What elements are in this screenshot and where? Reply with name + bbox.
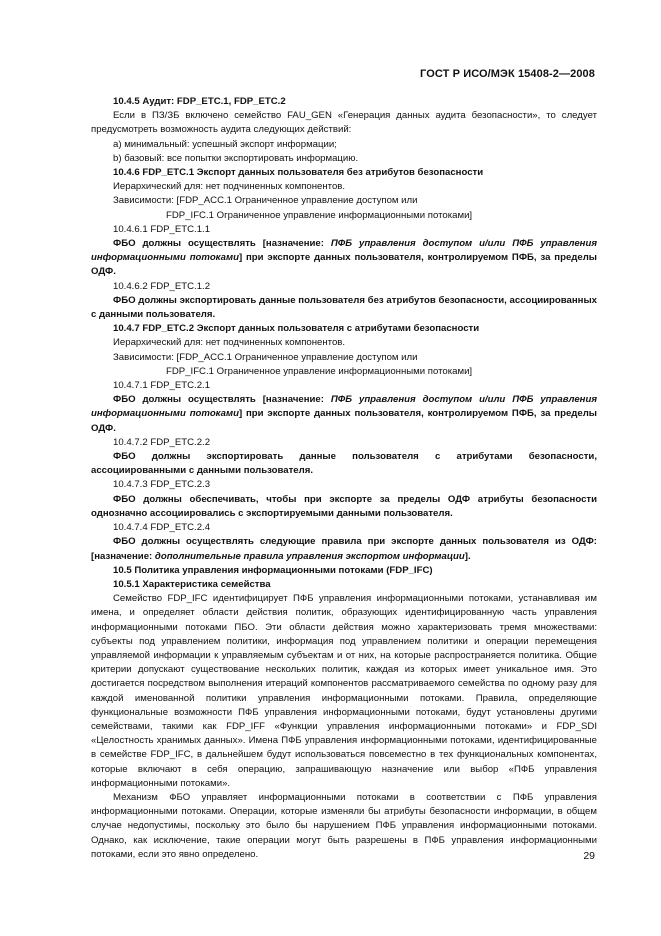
element-text-part: ФБО должны осуществлять [назначение: (113, 394, 331, 406)
element-id: 10.4.6.2 FDP_ETC.1.2 (113, 280, 211, 292)
element-id: 10.4.7.4 FDP_ETC.2.4 (113, 522, 211, 534)
list-item-a: а) минимальный: успешный экспорт информации; (113, 138, 337, 150)
element-text-part: ФБО должны осуществлять следующие правила при экспорте данных пользователя из ОДФ: [назначение: (91, 536, 597, 562)
assignment-text: ПФБ управления доступом и/или ПФБ управления информационными потоками (91, 238, 597, 264)
hierarchy-note: Иерархический для: нет подчиненных компонентов. (113, 337, 346, 349)
element-text-part: ] при экспорте данных пользователя, контролируемом ПФБ, за пределы ОДФ. (91, 408, 597, 434)
heading-10-5: 10.5 Политика управления информационными потоками (FDP_IFC) (113, 564, 433, 576)
list-item-b: b) базовый: все попытки экспортировать информацию. (113, 152, 359, 164)
element-text (91, 393, 597, 436)
hierarchy-note: Иерархический для: нет подчиненных компонентов. (113, 181, 346, 193)
element-text: ФБО должны обеспечивать, чтобы при экспорте за пределы ОДФ атрибуты безопасности однозначно ассоциировались с экспортируемыми данными пользователя. (91, 493, 597, 519)
page-body (91, 95, 597, 862)
element-id: 10.4.7.2 FDP_ETC.2.2 (113, 436, 211, 448)
assignment-text: ПФБ управления доступом и/или ПФБ управления информационными потоками (91, 394, 597, 420)
element-text-part: ] при экспорте данных пользователя, контролируемом ПФБ, за пределы ОДФ. (91, 252, 597, 278)
para-audit-intro: Если в ПЗ/ЗБ включено семейство FAU_GEN «Генерация данных аудита безопасности», то следует предусмотреть возможность аудита следующих действий: (91, 110, 597, 136)
heading-10-4-5: 10.4.5 Аудит: FDP_ETC.1, FDP_ETC.2 (113, 96, 286, 107)
element-id: 10.4.7.1 FDP_ETC.2.1 (113, 380, 211, 392)
page-number: 29 (583, 850, 595, 862)
dependencies-line-cont: FDP_IFC.1 Ограниченное управление информационными потоками] (166, 209, 473, 221)
heading-10-5-1: 10.5.1 Характеристика семейства (113, 578, 271, 590)
heading-10-4-7: 10.4.7 FDP_ETC.2 Экспорт данных пользователя с атрибутами безопасности (113, 323, 480, 335)
element-text: ФБО должны экспортировать данные пользователя с атрибутами безопасности, ассоциированными с данными пользователя. (91, 451, 597, 477)
element-text: ФБО должны экспортировать данные пользователя без атрибутов безопасности, ассоциированных с данными пользователя. (91, 294, 597, 321)
dependencies-line: Зависимости: [FDP_ACC.1 Ограниченное управление доступом или (113, 351, 418, 363)
element-text-part: ]. (464, 550, 471, 562)
para-family-description: Семейство FDP_IFC идентифицирует ПФБ управления информационными потоками, устанавливая им имена, и определяет области действия политик, образующих идентифицированную часть управления информационными потоками ПБО. Эти области действия можно характеризовать тремя множествами: субъекты под управлением политики, информация под управлением политики и операции перемещения управляемой информации к управляемым субъектам и от них, на которые распространяется политика. Общие критерии допускают существование нескольких политик, каждая из которых имеет уникальное имя. Это достигается посредством выполнения итераций компонентов рассматриваемого семейства по одному разу для каждой именованной политики управления информационными потоками. Правила, определяющие функциональные возможности ПФБ управления информационными потоками, будут установлены другими семействами, такими как FDP_IFF «Функции управления информационными потоками» и FDP_SDI «Целостность хранимых данных». Имена ПФБ управления информационными потоками, идентифицированные в семействе FDP_IFC, в дальнейшем будут использоваться повсеместно в тех функциональных компонентах, которые включают в себя операцию, запрашивающую назначение или выбор «ПФБ управления информационными потоками». (91, 593, 597, 789)
dependencies-line-cont: FDP_IFC.1 Ограниченное управление информационными потоками] (166, 365, 473, 377)
element-text (91, 535, 597, 563)
element-text (91, 237, 597, 280)
element-text-part: ФБО должны осуществлять [назначение: (113, 238, 331, 250)
para-mechanism: Механизм ФБО управляет информационными потоками в соответствии с ПФБ управления информационными потоками. Операции, которые изменяли бы атрибуты безопасности информации, в общем случае недопустимы, поскольку это было бы нарушением ПФБ управления информационными потоками. Однако, как исключение, такие операции могут быть разрешены в ПФБ управления информационными потоками, если это явно определено. (91, 791, 597, 860)
element-id: 10.4.7.3 FDP_ETC.2.3 (113, 479, 211, 491)
dependencies-line: Зависимости: [FDP_ACC.1 Ограниченное управление доступом или (113, 195, 418, 207)
assignment-text: дополнительные правила управления экспортом информации (154, 550, 465, 562)
element-id: 10.4.6.1 FDP_ETC.1.1 (113, 223, 211, 235)
document-header: ГОСТ Р ИСО/МЭК 15408-2—2008 (420, 68, 595, 80)
heading-10-4-6: 10.4.6 FDP_ETC.1 Экспорт данных пользователя без атрибутов безопасности (113, 167, 484, 179)
